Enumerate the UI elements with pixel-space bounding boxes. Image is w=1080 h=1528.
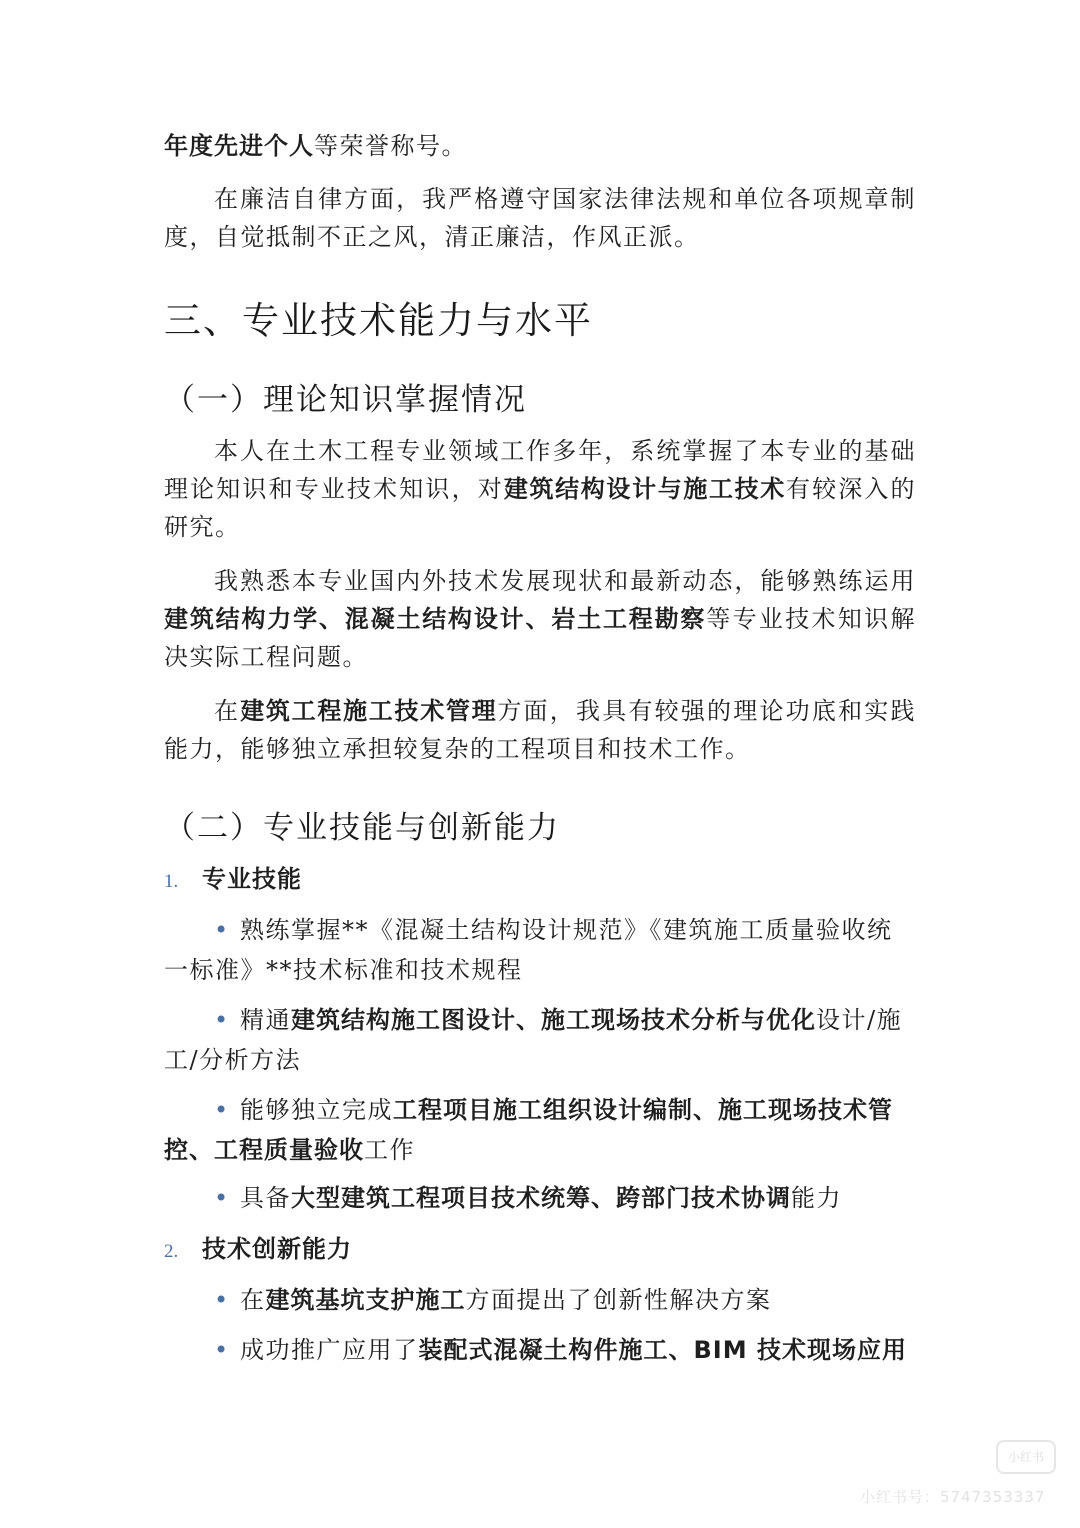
bold-text: 年度先进个人: [164, 132, 314, 160]
bullet-item: [164, 1280, 916, 1320]
text: 能力: [791, 1184, 842, 1212]
numbered-item-1: [164, 860, 302, 901]
bullet-icon: •: [214, 1096, 230, 1124]
text: 在: [240, 1286, 266, 1314]
subsection-heading-skills: （二）专业技能与创新能力: [164, 810, 560, 846]
text: 熟练掌握**《混凝土结构设计规范》《建筑施工质量验收统一标准》**技术标准和技术规程: [164, 916, 893, 984]
text: 本人在土木工程专业领域工作多年，系统掌握了本专业的基础理论知识和专业技术知识，对: [164, 437, 916, 503]
section-heading: 三、专业技术能力与水平: [164, 299, 593, 342]
bullet-icon: •: [214, 1006, 230, 1034]
bullet-icon: •: [214, 1184, 230, 1212]
bold-text: 工程项目施工组织设计编制、施工现场技术管控、工程质量验收: [164, 1096, 893, 1164]
text: 在: [214, 697, 241, 725]
text: 方面提出了创新性解决方案: [465, 1286, 772, 1314]
text: 成功推广应用了: [240, 1336, 419, 1364]
list-label: 技术创新能力: [202, 1235, 352, 1263]
bold-text: 装配式混凝土构件施工、BIM 技术现场应用: [418, 1336, 907, 1364]
numbered-item-2: [164, 1230, 352, 1271]
bullet-item: [164, 1000, 916, 1080]
bold-text: 建筑结构设计与施工技术: [503, 475, 786, 503]
bold-text: 大型建筑工程项目技术统筹、跨部门技术协调: [291, 1184, 791, 1212]
text: 能够独立完成: [240, 1096, 393, 1124]
text: 我熟悉本专业国内外技术发展现状和最新动态，能够熟练运用: [214, 567, 916, 595]
text: 具备: [240, 1184, 291, 1212]
bold-text: 建筑结构施工图设计、施工现场技术分析与优化: [291, 1006, 816, 1034]
text: 方面，我具有较强的理论功底和实践能力，能够独立承担较复杂的工程项目和技术工作。: [164, 697, 917, 763]
bullet-item: [164, 1330, 916, 1370]
bullet-item: [164, 1178, 916, 1218]
watermark-logo: 小红书: [996, 1440, 1056, 1474]
text: 精通: [240, 1006, 291, 1034]
bullet-icon: •: [214, 1286, 230, 1314]
subsection-heading-theory: （一）理论知识掌握情况: [164, 382, 527, 418]
bullet-item: [164, 1090, 916, 1170]
paragraph-theory-1: [164, 432, 916, 546]
paragraph-intro: [164, 127, 916, 165]
text: 等专业技术知识解决实际工程问题。: [164, 605, 916, 671]
bullet-icon: •: [214, 916, 230, 944]
bullet-icon: •: [214, 1336, 230, 1364]
bold-text: 建筑基坑支护施工: [265, 1286, 466, 1314]
list-number: 1.: [164, 871, 179, 892]
paragraph-integrity: 在廉洁自律方面，我严格遵守国家法律法规和单位各项规章制度，自觉抵制不正之风，清正廉洁，作风正派。: [164, 185, 916, 251]
list-number: 2.: [164, 1241, 179, 1262]
list-label: 专业技能: [202, 865, 302, 893]
text: 有较深入的研究。: [164, 475, 917, 541]
bold-text: 建筑结构力学、混凝土结构设计、岩土工程勘察: [164, 605, 707, 633]
text: 等荣誉称号。: [314, 132, 467, 160]
paragraph-theory-2: [164, 562, 916, 676]
bold-text: 建筑工程施工技术管理: [240, 697, 498, 725]
text: 工作: [364, 1136, 415, 1164]
text: 设计/施工/分析方法: [164, 1006, 903, 1074]
bullet-item: [164, 910, 916, 990]
watermark-id: 小红书号：5747353337: [860, 1488, 1046, 1506]
paragraph-theory-3: [164, 692, 916, 768]
